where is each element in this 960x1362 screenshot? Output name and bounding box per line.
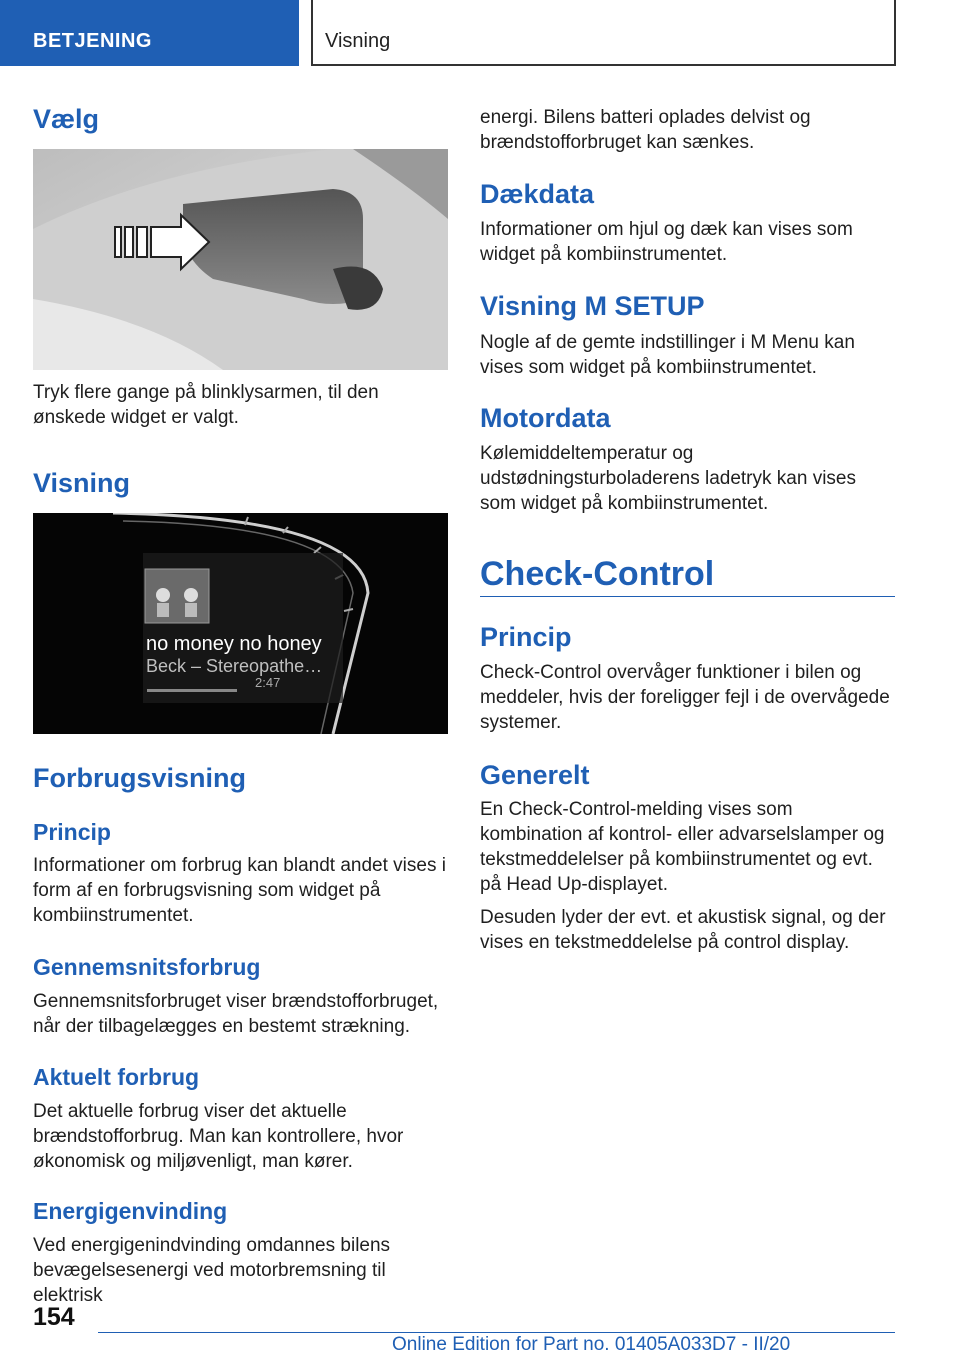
- footer-divider: [98, 1332, 895, 1333]
- heading-vaelg: Vælg: [33, 104, 100, 134]
- steering-lever-figure: [33, 149, 448, 370]
- heading-princip-right: Princip: [480, 622, 572, 652]
- daekdata-paragraph: Informationer om hjul og dæk kan vises som widget på kombiinstrumentet.: [480, 219, 853, 265]
- heading-daekdata: Dækdata: [480, 179, 595, 209]
- chapter-tab: [0, 0, 299, 66]
- aktuelt-paragraph: Det aktuelle forbrug viser det aktuelle brændstofforbrug. Man kan kontrollere, hvor økonomisk og miljøvenligt, man kører.: [33, 1101, 404, 1172]
- energi-paragraph: Ved energigenindvinding omdannes bilens bevægelsesenergi ved motorbremsning til elektrisk: [33, 1235, 391, 1306]
- chapter-title: BETJENING: [33, 30, 152, 52]
- heading-visning-m-setup: Visning M SETUP: [480, 291, 705, 321]
- energi-continued-paragraph: energi. Bilens batteri oplades delvist og brændstofforbruget kan sænkes.: [480, 107, 811, 153]
- heading-check-control: Check-Control: [480, 555, 715, 593]
- page-number: 154: [33, 1303, 75, 1331]
- section-title: Visning: [325, 30, 391, 52]
- gennemsnit-paragraph: Gennemsnitsforbruget viser brændstofforbruget, når der tilbagelægges en bestemt strækning.: [33, 991, 439, 1037]
- instrument-display-figure: [33, 513, 448, 734]
- generelt-paragraph-1: En Check-Control-melding vises som kombination af kontrol- eller advarselslamper og tekstmeddelelser på kombiinstrumentet og evt. på Head Up-displayet.: [480, 799, 885, 895]
- heading-generelt: Generelt: [480, 760, 590, 790]
- section-divider: [480, 596, 895, 597]
- motordata-paragraph: Kølemiddeltemperatur og udstødningsturboladerens ladetryk kan vises som widget på kombiinstrumentet.: [480, 443, 856, 514]
- progress-bar: [147, 689, 237, 692]
- heading-aktuelt-forbrug: Aktuelt forbrug: [33, 1064, 200, 1090]
- track-time: 2:47: [255, 675, 281, 690]
- heading-gennemsnitsforbrug: Gennemsnitsforbrug: [33, 954, 261, 980]
- track-title: no money no honey: [146, 633, 322, 655]
- heading-energigenvinding: Energigenvinding: [33, 1198, 228, 1224]
- album-cover: [145, 569, 209, 623]
- heading-forbrugsvisning: Forbrugsvisning: [33, 763, 247, 793]
- section-tab: [311, 0, 896, 66]
- vaelg-paragraph: Tryk flere gange på blinklysarmen, til den ønskede widget er valgt.: [33, 382, 379, 428]
- heading-princip-left: Princip: [33, 819, 111, 845]
- footer-edition: Online Edition for Part no. 01405A033D7 - II/20: [392, 1334, 791, 1355]
- princip-right-paragraph: Check-Control overvåger funktioner i bilen og meddeler, hvis der foreligger fejl i de overvågede systemer.: [480, 662, 890, 733]
- heading-motordata: Motordata: [480, 403, 611, 433]
- princip-left-paragraph: Informationer om forbrug kan blandt andet vises i form af en forbrugsvisning som widget på kombiinstrumentet.: [33, 855, 446, 926]
- track-artist: Beck – Stereopathe…: [146, 656, 323, 676]
- msetup-paragraph: Nogle af de gemte indstillinger i M Menu kan vises som widget på kombiinstrumentet.: [480, 332, 855, 378]
- instrument-display-illustration: [33, 513, 448, 734]
- generelt-paragraph-2: Desuden lyder der evt. et akustisk signal, og der vises en tekstmeddelelse på control display.: [480, 907, 886, 953]
- heading-visning: Visning: [33, 468, 131, 498]
- steering-lever-illustration: [33, 149, 448, 370]
